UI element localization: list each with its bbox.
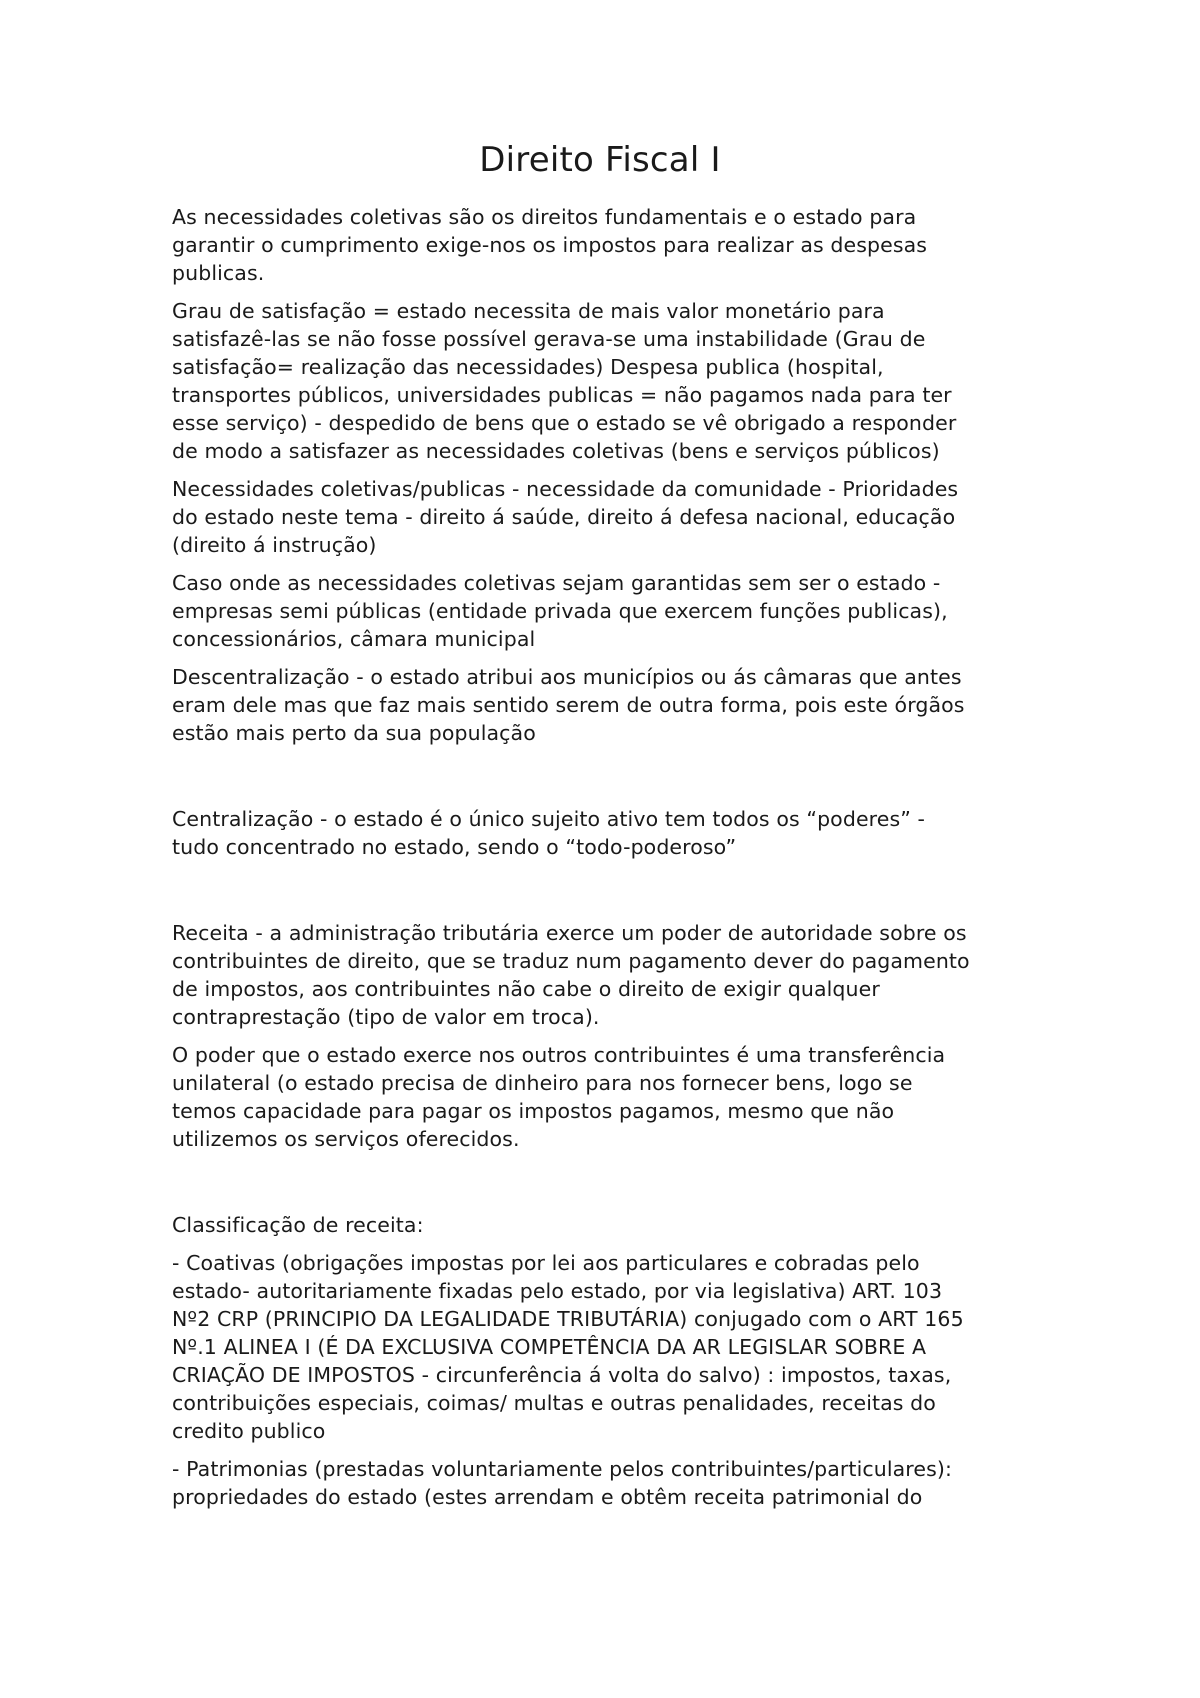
blank-line — [172, 757, 1042, 805]
paragraph-grau-de-satisfacao: Grau de satisfação = estado necessita de mais valor monetário para satisfazê-las se não fosse possível gerava-se uma instabilidade (Grau de satisfação= realização das necessidades) Despesa publica (hospital, transportes públicos, universidades publicas = não pagamos nada para ter esse serviço) - despedido de bens que o estado se vê obrigado a responder de modo a satisfazer as necessidades coletivas (bens e serviços públicos) — [172, 299, 957, 463]
document-title: Direito Fiscal I — [479, 140, 721, 180]
paragraph-receita: Receita - a administração tributária exerce um poder de autoridade sobre os contribuintes de direito, que se traduz num pagamento dever do pagamento de impostos, aos contribuintes não cabe o direito de exigir qualquer contraprestação (tipo de valor em troca). — [172, 921, 970, 1029]
blank-line — [172, 1163, 1042, 1211]
paragraph-poder-do-estado: O poder que o estado exerce nos outros contribuintes é uma transferência unilateral (o estado precisa de dinheiro para nos fornecer bens, logo se temos capacidade para pagar os impostos pagamos, mesmo que não utilizemos os serviços oferecidos. — [172, 1043, 946, 1151]
paragraph-caso-onde: Caso onde as necessidades coletivas sejam garantidas sem ser o estado - empresas semi públicas (entidade privada que exercem funções publicas), concessionários, câmara municipal — [172, 571, 948, 651]
paragraph-descentralizacao: Descentralização - o estado atribui aos municípios ou ás câmaras que antes eram dele mas que faz mais sentido serem de outra forma, pois este órgãos estão mais perto da sua população — [172, 665, 965, 745]
paragraph-centralizacao: Centralização - o estado é o único sujeito ativo tem todos os “poderes” - tudo concentrado no estado, sendo o “todo-poderoso” — [172, 807, 926, 859]
paragraph-necessidades-coletivas: As necessidades coletivas são os direitos fundamentais e o estado para garantir o cumprimento exige-nos os impostos para realizar as despesas publicas. — [172, 205, 928, 285]
paragraph-classificacao-de-receita: Classificação de receita: — [172, 1213, 424, 1237]
paragraph-coativas: - Coativas (obrigações impostas por lei aos particulares e cobradas pelo estado- autoritariamente fixadas pelo estado, por via legislativa) ART. 103 Nº2 CRP (PRINCIPIO DA LEGALIDADE TRIBUTÁRIA) conjugado com o ART 165 Nº.1 ALINEA I (É DA EXCLUSIVA COMPETÊNCIA DA AR LEGISLAR SOBRE A CRIAÇÃO DE IMPOSTOS - circunferência á volta do salvo) : impostos, taxas, contribuições especiais, coimas/ multas e outras penalidades, receitas do credito publico — [172, 1251, 964, 1443]
paragraph-necessidades-publicas: Necessidades coletivas/publicas - necessidade da comunidade - Prioridades do estado neste tema - direito á saúde, direito á defesa nacional, educação (direito á instrução) — [172, 477, 959, 557]
paragraph-patrimonias: - Patrimonias (prestadas voluntariamente pelos contribuintes/particulares): propriedades do estado (estes arrendam e obtêm receita patrimonial do — [172, 1457, 952, 1509]
document-body — [172, 203, 1042, 1521]
blank-line — [172, 871, 1042, 919]
